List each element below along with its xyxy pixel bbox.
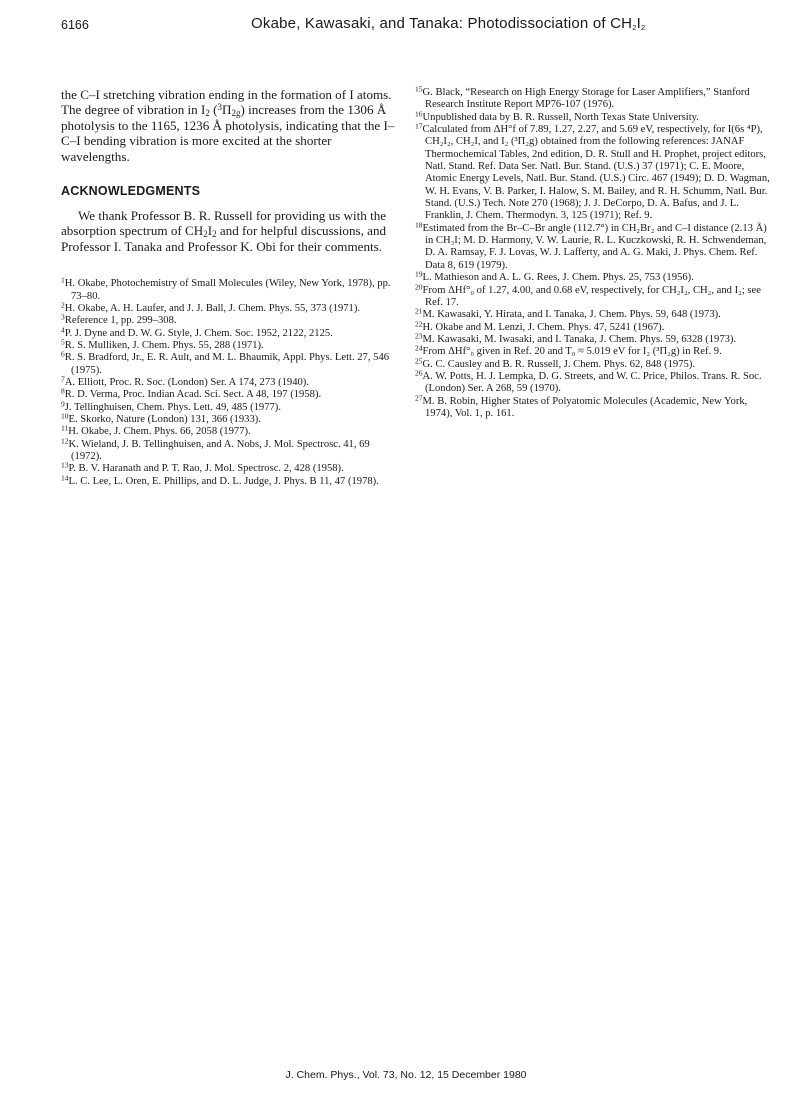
reference-item xyxy=(415,368,772,396)
reference-number: 1 xyxy=(61,275,65,285)
body-paragraph-1: the C–I stretching vibration ending in the formation of I atoms. The degree of vibration in $I_2$ $(^3\Pi_{2g})$ increases from the 1306 Å photolysis to the 1165, 1236 Å photolysis, indicating that the I–C–I bending vibration is more excited at the shorter wavelengths. xyxy=(61,87,395,164)
acknowledgments-paragraph: We thank Professor B. R. Russell for providing us with the absorption spectrum of $CH_2I_2$ and for helpful discussions, and Professor I. Tanaka and Professor K. Obi for their comments. xyxy=(61,208,387,254)
reference-number: 5 xyxy=(61,337,65,347)
reference-number: 26 xyxy=(415,368,423,378)
reference-text: G. C. Causley and B. R. Russell, J. Chem. Phys. 62, 848 (1975). xyxy=(422,358,695,370)
reference-item xyxy=(415,282,772,310)
reference-item xyxy=(415,220,772,272)
references-list-right xyxy=(415,84,772,420)
reference-item xyxy=(61,337,397,352)
reference-number: 8 xyxy=(61,386,65,396)
reference-item xyxy=(61,374,397,389)
reference-number: 24 xyxy=(415,343,423,353)
right-column xyxy=(415,84,772,420)
journal-footer: J. Chem. Phys., Vol. 73, No. 12, 15 December 1980 xyxy=(285,1069,527,1081)
page-number: 6166 xyxy=(61,18,89,32)
reference-item xyxy=(61,386,397,401)
reference-item xyxy=(61,275,397,303)
reference-number: 11 xyxy=(61,423,69,433)
reference-text: Unpublished data by B. R. Russell, North Texas State University. xyxy=(422,111,699,123)
reference-item xyxy=(61,349,397,377)
reference-item xyxy=(415,109,772,124)
reference-item xyxy=(61,423,397,438)
reference-text: L. C. Lee, L. Oren, E. Phillips, and D. L. Judge, J. Phys. B 11, 47 (1978). xyxy=(68,475,379,487)
reference-number: 6 xyxy=(61,349,65,359)
reference-text: E. Skorko, Nature (London) 131, 366 (1933). xyxy=(68,414,261,426)
reference-item xyxy=(415,393,772,421)
reference-number: 7 xyxy=(61,374,65,384)
reference-text: Estimated from the Br–C–Br angle (112.7°) in CH₂Br₂ and C–I distance (2.13 Å) in CH₃I; M. D. Harmony, V. W. Laurie, R. L. Kuczkowski, R. H. Schwendeman, D. A. Ramsay, F. J. Lovas, W. J. Lafferty, and A. G. Maki, J. Phys. Chem. Ref. Data 8, 619 (1979). xyxy=(422,222,767,271)
reference-item xyxy=(415,343,772,358)
acknowledgments-heading: ACKNOWLEDGMENTS xyxy=(61,184,201,199)
reference-item xyxy=(415,306,772,321)
reference-item xyxy=(415,331,772,346)
reference-text: M. Kawasaki, Y. Hirata, and I. Tanaka, J. Chem. Phys. 59, 648 (1973). xyxy=(422,309,721,321)
reference-number: 13 xyxy=(61,460,69,470)
reference-item xyxy=(61,399,397,414)
reference-item xyxy=(61,300,397,315)
reference-number: 22 xyxy=(415,319,423,329)
page-header xyxy=(61,15,772,37)
reference-item xyxy=(61,460,397,475)
reference-text: J. Tellinghuisen, Chem. Phys. Lett. 49, 485 (1977). xyxy=(64,401,281,413)
reference-number: 14 xyxy=(61,473,69,483)
reference-text: P. B. V. Haranath and P. T. Rao, J. Mol. Spectrosc. 2, 428 (1958). xyxy=(68,463,344,475)
reference-number: 20 xyxy=(415,282,423,291)
reference-item xyxy=(61,436,397,464)
reference-item xyxy=(61,325,397,340)
reference-text: M. Kawasaki, M. Iwasaki, and I. Tanaka, J. Chem. Phys. 59, 6328 (1973). xyxy=(422,333,737,345)
reference-item xyxy=(415,121,772,223)
reference-number: 23 xyxy=(415,331,423,341)
reference-number: 4 xyxy=(61,325,65,335)
reference-text: Calculated from ΔH°f of 7.89, 1.27, 2.27, and 5.69 eV, respectively, for I(6s ⁴P), CH₂I₂, CH₂I, and I₂ (³Π₂g) obtained from the following references: JANAF Thermochemical Tables, 2nd edition, D. R. Stull and H. Prophet, project editors, Natl. Stand. Ref. Data Ser. Natl. Bur. Stand. (U.S.) 37 (1971); C. E. Moore, Atomic Energy Levels, Natl. Bur. Stand. (U.S.) Circ. 467 (1949); D. D. Wagman, W. H. Evans, V. B. Parker, I. Halow, S. M. Bailey, and R. H. Schumm, Natl. Bur. Stand. (U.S.) Tech. Note 270 (1968); J. J. DeCorpo, D. A. Bafus, and J. L. Franklin, J. Chem. Thermodyn. 3, 125 (1971); Ref. 9. xyxy=(422,124,770,222)
reference-text: M. B. Robin, Higher States of Polyatomic Molecules (Academic, New York, 1974), Vol. 1, p. 161. xyxy=(422,395,748,419)
reference-number: 16 xyxy=(415,109,423,119)
reference-text: R. S. Bradford, Jr., E. R. Ault, and M. L. Bhaumik, Appl. Phys. Lett. 27, 546 (1975). xyxy=(64,352,390,376)
reference-text: A. W. Potts, H. J. Lempka, D. G. Streets, and W. C. Price, Philos. Trans. R. Soc. (London) Ser. A 268, 59 (1970). xyxy=(422,370,762,395)
reference-number: 9 xyxy=(61,399,65,409)
reference-text: H. Okabe, A. H. Laufer, and J. J. Ball, J. Chem. Phys. 55, 373 (1971). xyxy=(64,302,361,314)
reference-text: R. S. Mulliken, J. Chem. Phys. 55, 288 (1971). xyxy=(64,339,264,351)
reference-number: 15 xyxy=(415,84,423,94)
reference-text: K. Wieland, J. B. Tellinghuisen, and A. Nobs, J. Mol. Spectrosc. 41, 69 (1972). xyxy=(68,438,370,463)
reference-text: From ΔHf°₀ of 1.27, 4.00, and 0.68 eV, respectively, for CH₂I₂, CH₂, and I₂; see Ref. 17. xyxy=(422,284,761,308)
reference-text: R. D. Verma, Proc. Indian Acad. Sci. Sect. A 48, 197 (1958). xyxy=(64,389,322,401)
reference-item xyxy=(415,269,772,284)
reference-item xyxy=(61,312,397,327)
reference-text: A. Elliott, Proc. R. Soc. (London) Ser. A 174, 273 (1940). xyxy=(64,377,309,388)
reference-text: L. Mathieson and A. L. G. Rees, J. Chem. Phys. 25, 753 (1956). xyxy=(422,272,694,284)
reference-text: From ΔHf°₀ given in Ref. 20 and T₀ ≈ 5.019 eV for I₂ (³Π₂g) in Ref. 9. xyxy=(422,346,722,358)
reference-number: 19 xyxy=(415,269,423,279)
reference-item xyxy=(61,411,397,426)
reference-number: 12 xyxy=(61,436,69,446)
reference-item xyxy=(415,356,772,371)
reference-number: 25 xyxy=(415,356,423,366)
running-head: Okabe, Kawasaki, and Tanaka: Photodissociation of $CH_2I_2$ xyxy=(251,15,646,32)
reference-number: 17 xyxy=(415,121,423,131)
reference-text: H. Okabe, J. Chem. Phys. 66, 2058 (1977). xyxy=(68,426,251,438)
reference-number: 27 xyxy=(415,393,423,403)
reference-number: 21 xyxy=(415,306,423,316)
reference-text: G. Black, “Research on High Energy Storage for Laser Amplifiers,” Stanford Research Institute Report MP76-107 (1976). xyxy=(422,87,750,111)
reference-text: P. J. Dyne and D. W. G. Style, J. Chem. Soc. 1952, 2122, 2125. xyxy=(64,327,333,339)
left-column xyxy=(61,87,397,488)
reference-number: 3 xyxy=(61,312,65,322)
references-list-left xyxy=(61,275,397,488)
reference-text: H. Okabe and M. Lenzi, J. Chem. Phys. 47, 5241 (1967). xyxy=(422,321,665,333)
reference-item xyxy=(415,319,772,334)
reference-text: H. Okabe, Photochemistry of Small Molecules (Wiley, New York, 1978), pp. 73–80. xyxy=(64,278,391,302)
reference-item xyxy=(415,84,772,112)
reference-text: Reference 1, pp. 299–308. xyxy=(64,315,177,327)
reference-item xyxy=(61,473,397,488)
reference-number: 18 xyxy=(415,220,423,230)
reference-number: 2 xyxy=(61,300,65,310)
reference-number: 10 xyxy=(61,411,69,421)
